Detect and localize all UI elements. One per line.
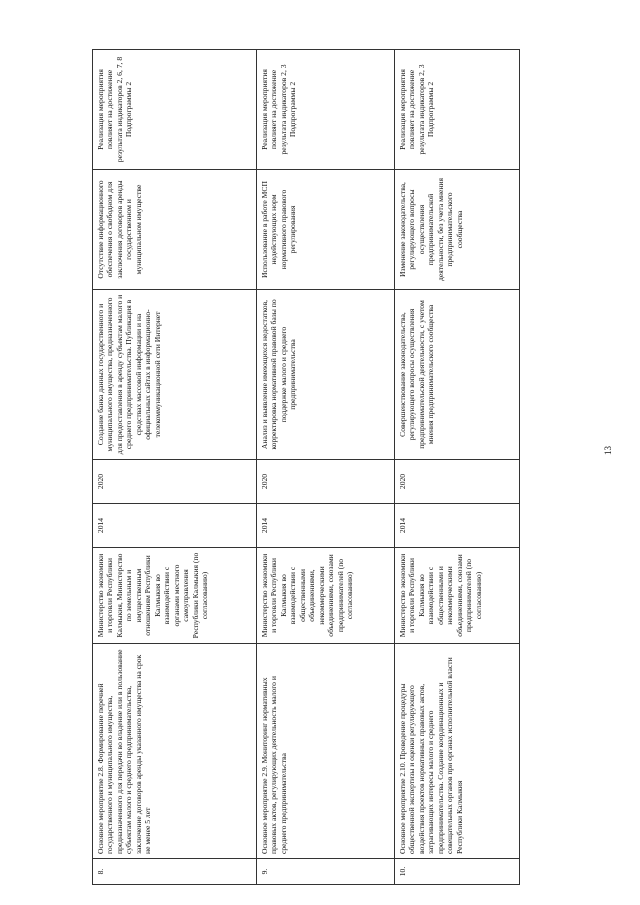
table-row [256,50,394,885]
start-year-cell: 2014 [93,504,257,548]
table-row [394,50,519,885]
end-year-cell: 2020 [256,460,394,504]
executor-cell: Министерство экономики и торговли Республики Калмыкия во взаимодействии с общественными и некоммерческими объединениями, союзами предпринимателей (по согласованию) [394,548,519,644]
executor-cell: Министерство экономики и торговли Республики Калмыкия, Министерство по земельным и имущественным отношениям Республики Калмыкия во взаимодействии с органами местного самоуправления Республики Калмыкия (по согласованию) [93,548,257,644]
consequence-cell: Отсутствие информационного обеспечения о свободном для заключения договоров аренды государственном и муниципальном имуществе [93,170,257,290]
page-number: 13 [603,446,613,455]
table-row [93,50,257,885]
row-number: 10. [394,859,519,885]
indicator-link-cell: Реализация мероприятия повлияет на достижение результата индикаторов 2, 6, 7, 8 Подпрограммы 2 [93,50,257,170]
end-year-cell: 2020 [394,460,519,504]
result-cell: Создание банка данных государственного и муниципального имущества, предназначенного для предоставления в аренду субъектам малого и среднего предпринимательства. Публикация в средствах массовой информации и на официальных сайтах в информационно-телекоммуникационной сети Интернет [93,290,257,460]
indicator-link-cell: Реализация мероприятия повлияет на достижение результата индикаторов 2, 3 Подпрограммы 2 [394,50,519,170]
activity-cell: Основное мероприятие 2.8. Формирование перечней государственного и муниципального имущества, предназначенного для передачи во владение или в пользование субъектам малого и среднего предпринимательства, заключение договоров аренды указанного имущества на срок не менее 5 лет [93,644,257,859]
rotated-table-container [92,50,520,885]
result-cell: Совершенствование законодательства, регулирующего вопросы осуществления предпринимательской деятельности, с учетом мнения предпринимательского сообщества [394,290,519,460]
consequence-cell: Использование в работе МСП недействующих норм нормативного правового регулирования [256,170,394,290]
row-number: 8. [93,859,257,885]
activities-table [92,49,520,885]
activity-cell: Основное мероприятие 2.9. Мониторинг нормативных правовых актов, регулирующих деятельность малого и среднего предпринимательства [256,644,394,859]
end-year-cell: 2020 [93,460,257,504]
executor-cell: Министерство экономики и торговли Республики Калмыкия во взаимодействии с общественными объединениями, некоммерческими объединениями, союзами предпринимателей (по согласованию) [256,548,394,644]
result-cell: Анализ и выявление имеющихся недостатков, корректировка нормативной правовой базы по поддержке малого и среднего предпринимательства [256,290,394,460]
start-year-cell: 2014 [394,504,519,548]
consequence-cell: Изменение законодательства, регулирующего вопросы осуществления предпринимательской деятельности, без учета мнения предпринимательского сообщества [394,170,519,290]
start-year-cell: 2014 [256,504,394,548]
activity-cell: Основное мероприятие 2.10. Проведение процедуры общественной экспертизы и оценки регулирующего воздействия проектов нормативных правовых актов, затрагивающих интересы малого и среднего предпринимательства. Создание координационных и совещательных органов при органах исполнительной власти Республики Калмыкия [394,644,519,859]
row-number: 9. [256,859,394,885]
indicator-link-cell: Реализация мероприятия повлияет на достижение результата индикаторов 2, 3 Подпрограммы 2 [256,50,394,170]
